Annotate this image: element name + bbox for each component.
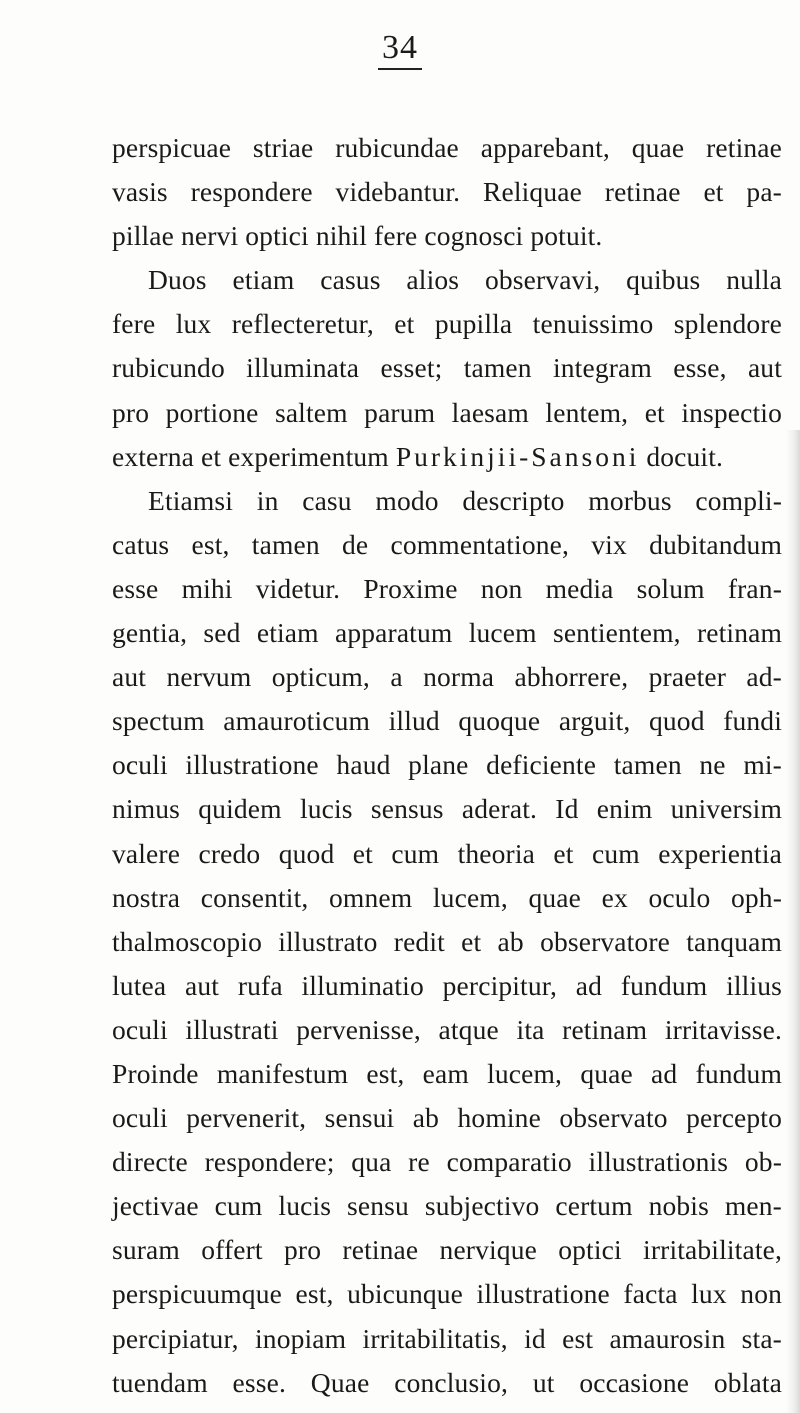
text-segment: docuit. (639, 440, 724, 472)
text-line: Duos etiam casus alios observavi, quibus nulla (148, 264, 782, 296)
text-line: oculi illustratione haud plane deficiente tamen ne mi- (112, 749, 782, 781)
text-line: lutea aut rufa illuminatio percipitur, ad fundum illius (112, 969, 782, 1001)
text-line: thalmoscopio illustrato redit et ab observatore tanquam (112, 925, 782, 957)
text-line: valere credo quod et cum theoria et cum experientia (112, 837, 782, 869)
text-line: aut nervum opticum, a norma abhorrere, praeter ad- (112, 661, 782, 693)
author-names: Purkinjii-Sansoni (395, 440, 640, 472)
text-line: rubicundo illuminata esset; tamen integram esse, aut (112, 352, 782, 384)
text-line: percipiatur, inopiam irritabilitatis, id est amaurosin sta- (112, 1322, 782, 1354)
text-line: tuendam esse. Quae conclusio, ut occasione oblata (112, 1366, 782, 1398)
text-line: perspicuumque est, ubicunque illustratione facta lux non (112, 1278, 782, 1310)
text-line: pillae nervi optici nihil fere cognosci potuit. (112, 220, 603, 252)
text-segment: externa et experimentum (112, 440, 396, 472)
text-line: fere lux reflecteretur, et pupilla tenuissimo splendore (112, 308, 782, 340)
text-line: gentia, sed etiam apparatum lucem sentientem, retinam (112, 617, 782, 649)
text-line: spectum amauroticum illud quoque arguit, quod fundi (112, 705, 782, 737)
text-line: nimus quidem lucis sensus aderat. Id enim universim (112, 793, 782, 825)
text-line: oculi pervenerit, sensui ab homine observato percepto (112, 1102, 782, 1134)
text-line: pro portione saltem parum laesam lentem, et inspectio (112, 396, 782, 428)
text-line: directe respondere; qua re comparatio illustrationis ob- (112, 1146, 782, 1178)
text-line: jectivae cum lucis sensu subjectivo certum nobis men- (112, 1190, 782, 1222)
body-text (112, 126, 782, 1405)
text-line: oculi illustrati pervenisse, atque ita retinam irritavisse. (112, 1013, 782, 1045)
text-line: nostra consentit, omnem lucem, quae ex oculo oph- (112, 881, 782, 913)
text-line: suram offert pro retinae nervique optici irritabilitate, (112, 1234, 782, 1266)
text-line: esse mihi videtur. Proxime non media solum fran- (112, 572, 782, 604)
text-line: Etiamsi in casu modo descripto morbus compli- (148, 484, 782, 516)
text-line (112, 435, 782, 479)
text-line: catus est, tamen de commentatione, vix dubitandum (112, 528, 782, 560)
page-number: 34 (378, 28, 422, 70)
page-header (0, 28, 800, 70)
text-line: vasis respondere videbantur. Reliquae retinae et pa- (112, 176, 782, 208)
text-line: perspicuae striae rubicundae apparebant, quae retinae (112, 132, 782, 163)
page-edge-shadow (786, 430, 800, 1413)
text-line: Proinde manifestum est, eam lucem, quae ad fundum (112, 1057, 782, 1089)
